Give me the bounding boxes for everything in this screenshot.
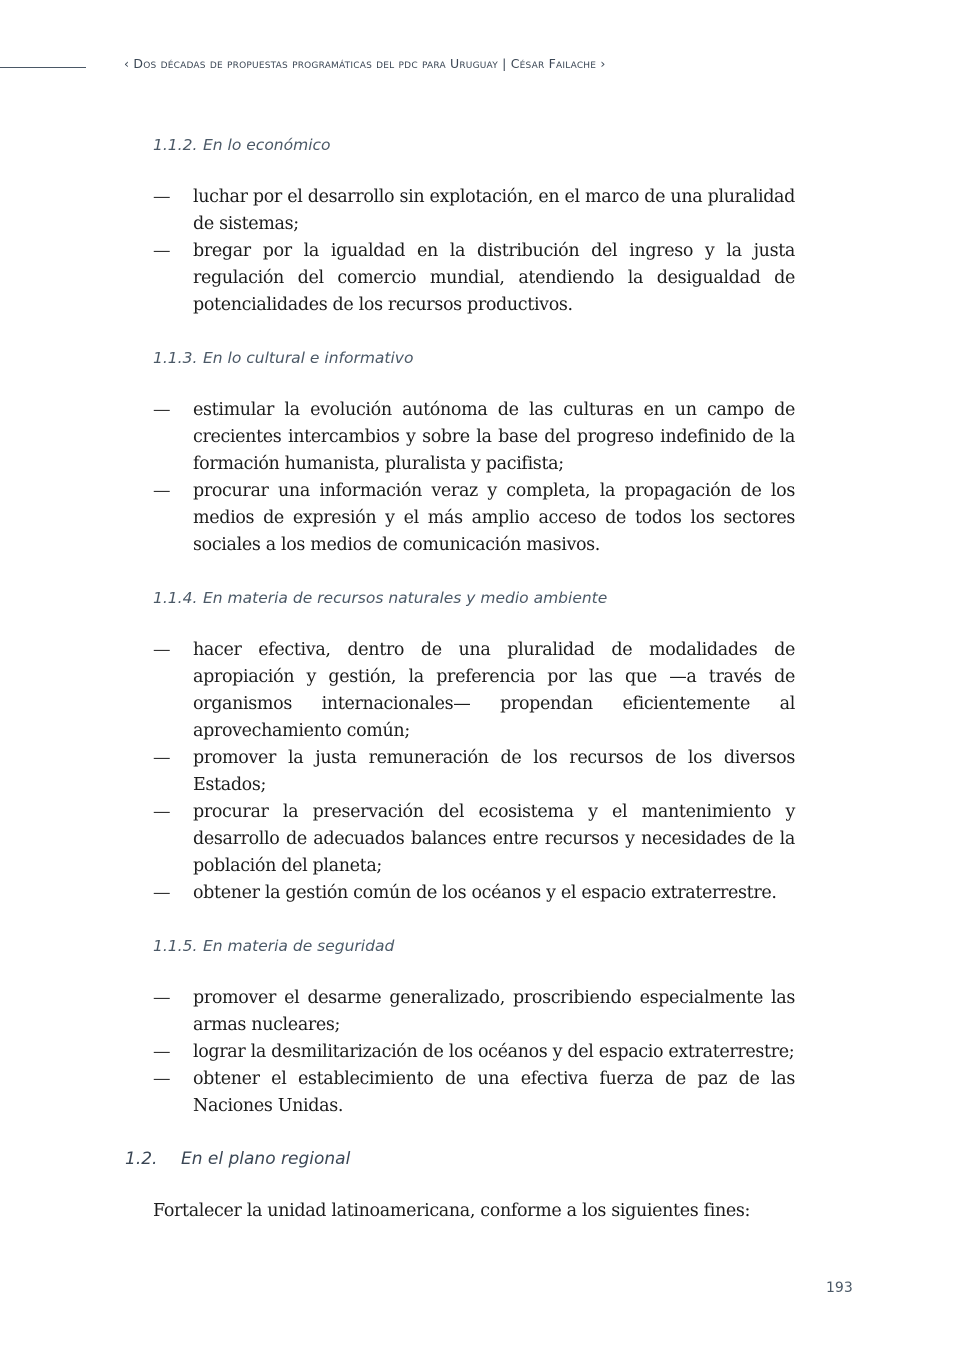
section-number: 1.2. <box>125 1149 158 1169</box>
dash-marker: — <box>153 988 171 1008</box>
dash-marker: — <box>153 748 171 768</box>
dash-marker: — <box>153 640 171 660</box>
dash-marker: — <box>153 187 171 207</box>
header-book-title: Dos décadas de propuestas programáticas del pdc para Uruguay <box>133 56 498 71</box>
dash-marker: — <box>153 883 171 903</box>
list-item <box>153 1039 795 1066</box>
subsection-number: 1.1.4. <box>153 589 198 607</box>
header-separator: | <box>502 56 507 71</box>
list-item-text: obtener la gestión común de los océanos y el espacio extraterrestre. <box>193 883 777 903</box>
list-item <box>153 478 795 559</box>
subsection-heading <box>153 130 795 160</box>
bullet-list <box>153 985 795 1120</box>
bullet-list <box>153 184 795 319</box>
list-item-text: obtener el establecimiento de una efectiva fuerza de paz de las Naciones Unidas. <box>193 1069 795 1116</box>
dash-marker: — <box>153 400 171 420</box>
subsection-heading <box>153 931 795 961</box>
subsection-number: 1.1.5. <box>153 937 198 955</box>
dash-marker: — <box>153 1069 171 1089</box>
header-author: César Failache <box>510 56 597 71</box>
header-close-bracket: › <box>600 56 606 71</box>
body-paragraph: Fortalecer la unidad latinoamericana, conforme a los siguientes fines: <box>153 1201 751 1221</box>
bullet-list <box>153 397 795 559</box>
dash-marker: — <box>153 241 171 261</box>
list-item <box>153 637 795 745</box>
list-item <box>153 184 795 238</box>
subsection-number: 1.1.2. <box>153 136 198 154</box>
dash-marker: — <box>153 802 171 822</box>
dash-marker: — <box>153 481 171 501</box>
bullet-list <box>153 637 795 907</box>
running-header <box>124 56 606 71</box>
page-number: 193 <box>826 1280 853 1296</box>
section-heading <box>125 1144 795 1174</box>
header-rule <box>0 67 86 68</box>
header-open-bracket: ‹ <box>124 56 130 71</box>
list-item-text: bregar por la igualdad en la distribución del ingreso y la justa regulación del comercio mundial, atendiendo la desigualdad de potencialidades de los recursos productivos. <box>193 241 795 315</box>
section-title: En el plano regional <box>181 1149 351 1169</box>
list-item-text: procurar una información veraz y completa, la propagación de los medios de expresión y el más amplio acceso de todos los sectores sociales a los medios de comunicación masivos. <box>193 481 795 555</box>
subsection-heading <box>153 343 795 373</box>
list-item <box>153 880 795 907</box>
dash-marker: — <box>153 1042 171 1062</box>
page-content <box>125 130 795 1225</box>
subsection-title: En materia de seguridad <box>203 937 395 955</box>
list-item <box>153 397 795 478</box>
list-item-text: hacer efectiva, dentro de una pluralidad de modalidades de apropiación y gestión, la preferencia por las que —a través de organismos internacionales— propendan eficientemente al aprovechamiento común; <box>193 640 795 741</box>
subsection-heading <box>153 583 795 613</box>
list-item-text: lograr la desmilitarización de los océanos y del espacio extraterrestre; <box>193 1042 795 1062</box>
subsection-title: En materia de recursos naturales y medio ambiente <box>203 589 608 607</box>
subsection-number: 1.1.3. <box>153 349 198 367</box>
list-item <box>153 745 795 799</box>
list-item <box>153 1066 795 1120</box>
list-item <box>153 799 795 880</box>
list-item-text: procurar la preservación del ecosistema y el mantenimiento y desarrollo de adecuados balances entre recursos y necesidades de la población del planeta; <box>193 802 795 876</box>
list-item-text: promover el desarme generalizado, proscribiendo especialmente las armas nucleares; <box>193 988 795 1035</box>
subsection-title: En lo cultural e informativo <box>203 349 414 367</box>
list-item <box>153 985 795 1039</box>
list-item-text: estimular la evolución autónoma de las culturas en un campo de crecientes intercambios y sobre la base del progreso indefinido de la formación humanista, pluralista y pacifista; <box>193 400 795 474</box>
subsection-title: En lo económico <box>203 136 331 154</box>
list-item-text: promover la justa remuneración de los recursos de los diversos Estados; <box>193 748 795 795</box>
list-item-text: luchar por el desarrollo sin explotación, en el marco de una pluralidad de sistemas; <box>193 187 795 234</box>
list-item <box>153 238 795 319</box>
